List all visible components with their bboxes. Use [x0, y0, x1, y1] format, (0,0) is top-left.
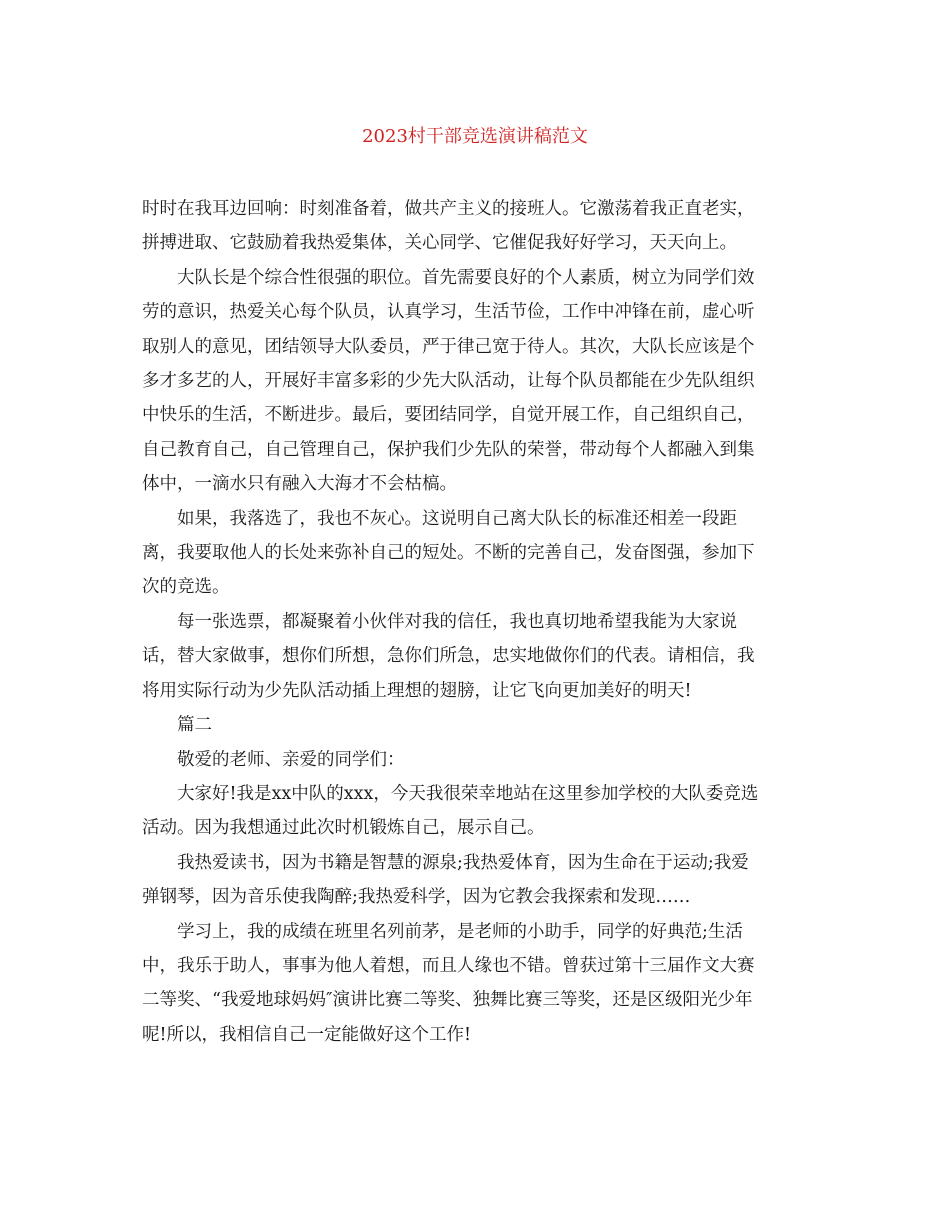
paragraph-8-line-0: 学习上，我的成绩在班里名列前茅，是老师的小助手，同学的好典范;生活 — [177, 921, 743, 942]
paragraph-1-line-4: 中快乐的生活，不断进步。最后，要团结同学，自觉开展工作，自己组织自己， — [142, 405, 755, 426]
paragraph-0-line-0: 时时在我耳边回响：时刻准备着，做共产主义的接班人。它激荡着我正直老实， — [142, 199, 755, 219]
paragraph-2-line-1: 离，我要取他人的长处来弥补自己的短处。不断的完善自己，发奋图强，参加下 — [142, 543, 755, 564]
paragraph-3-line-0: 每一张选票，都凝聚着小伙伴对我的信任，我也真切地希望我能为大家说 — [177, 611, 737, 632]
document-body — [142, 192, 807, 1052]
paragraph-1-line-2: 取别人的意见，团结领导大队委员，严于律己宽于待人。其次，大队长应该是个 — [142, 336, 755, 357]
paragraph-8-line-2: 二等奖、“我爱地球妈妈″演讲比赛二等奖、独舞比赛三等奖，还是区级阳光少年 — [142, 990, 753, 1011]
document-title: 2023村干部竞选演讲稿范文 — [362, 126, 588, 147]
paragraph-7-line-1: 弹钢琴，因为音乐使我陶醉;我热爱科学，因为它教会我探索和发现…… — [142, 887, 691, 908]
paragraph-8-line-1: 中，我乐于助人，事事为他人着想，而且人缘也不错。曾获过第十三届作文大赛 — [142, 955, 755, 976]
paragraph-8-line-3: 呢!所以，我相信自己一定能做好这个工作! — [142, 1024, 472, 1045]
paragraph-1-line-5: 自己教育自己，自己管理自己，保护我们少先队的荣誉，带动每个人都融入到集 — [142, 439, 755, 460]
paragraph-1-line-3: 多才多艺的人，开展好丰富多彩的少先大队活动，让每个队员都能在少先队组织 — [142, 371, 755, 392]
paragraph-2-line-0: 如果，我落选了，我也不灰心。这说明自己离大队长的标准还相差一段距 — [177, 508, 737, 529]
paragraph-7-line-0: 我热爱读书，因为书籍是智慧的源泉;我热爱体育，因为生命在于运动;我爱 — [177, 852, 749, 873]
paragraph-0-line-1: 拼搏进取、它鼓励着我热爱集体，关心同学、它催促我好好学习，天天向上。 — [142, 233, 737, 254]
paragraph-1-line-1: 劳的意识，热爱关心每个队员，认真学习，生活节俭，工作中冲锋在前，虚心听 — [142, 302, 755, 323]
paragraph-5-line-0: 敬爱的老师、亲爱的同学们： — [177, 749, 405, 770]
paragraph-2-line-2: 次的竞选。 — [142, 577, 230, 598]
paragraph-1-line-6: 体中，一滴水只有融入大海才不会枯槁。 — [142, 474, 457, 495]
paragraph-4-line-0: 篇二 — [177, 715, 212, 736]
paragraph-6-line-1: 活动。因为我想通过此次时机锻炼自己，展示自己。 — [142, 818, 545, 839]
paragraph-6-line-0: 大家好!我是xx中队的xxx，今天我很荣幸地站在这里参加学校的大队委竞选 — [177, 783, 759, 804]
paragraph-1-line-0: 大队长是个综合性很强的职位。首先需要良好的个人素质，树立为同学们效 — [177, 267, 755, 288]
paragraph-3-line-2: 将用实际行动为少先队活动插上理想的翅膀，让它飞向更加美好的明天! — [142, 680, 692, 701]
paragraph-3-line-1: 话，替大家做事，想你们所想，急你们所急，忠实地做你们的代表。请相信，我 — [142, 646, 755, 667]
